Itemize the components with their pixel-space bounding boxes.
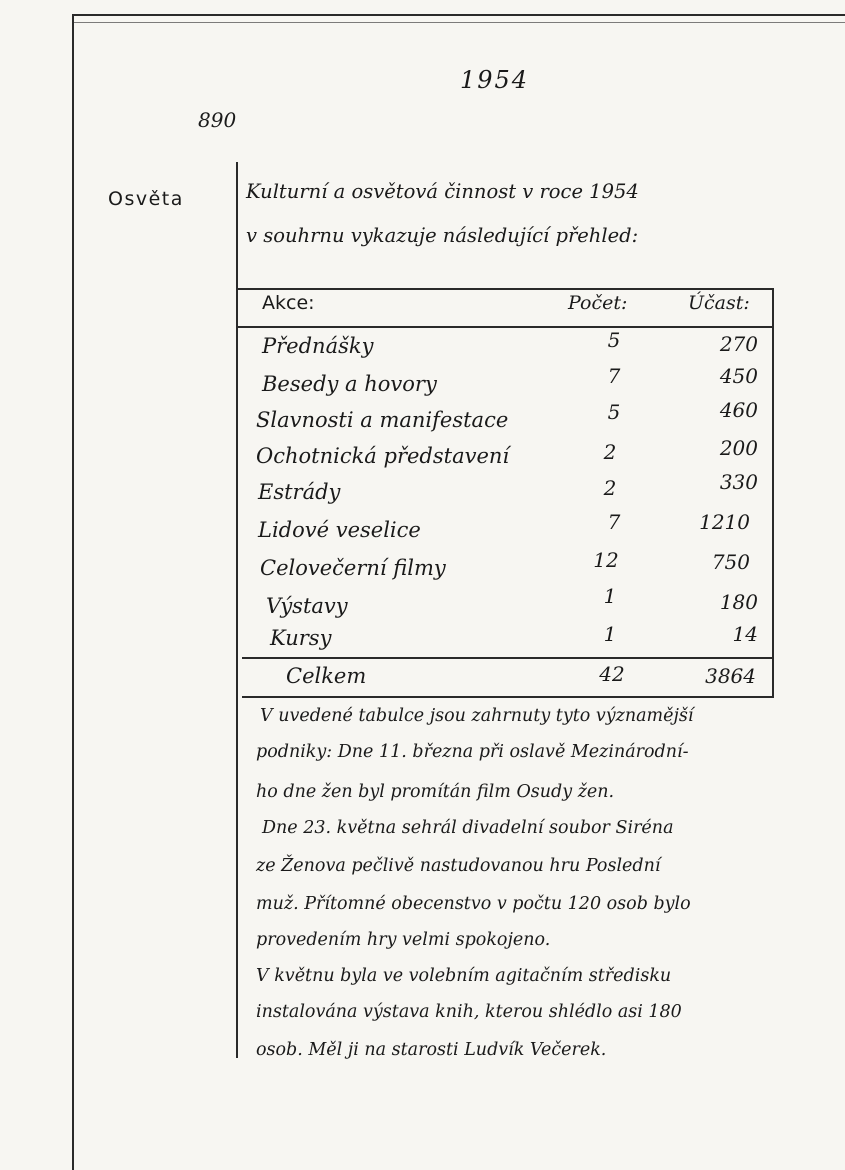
row-pocet: 5 (607, 328, 621, 352)
note-line-10: osob. Měl ji na starosti Ludvík Večerek. (256, 1040, 607, 1060)
note-line-7: provedením hry velmi spokojeno. (256, 930, 551, 950)
note-line-8: V květnu byla ve volebním agitačním středisku (256, 966, 672, 986)
table-header-line (238, 326, 774, 328)
row-ucast: 330 (719, 470, 758, 494)
total-ucast: 3864 (705, 664, 756, 688)
margin-divider (236, 162, 238, 1058)
total-pocet: 42 (599, 662, 625, 686)
row-pocet: 5 (607, 400, 621, 424)
note-line-1: V uvedené tabulce jsou zahrnuty tyto významější (260, 706, 694, 726)
row-pocet: 2 (603, 476, 617, 500)
row-pocet: 7 (607, 364, 621, 388)
row-pocet: 12 (593, 548, 619, 572)
margin-label: Osvěta (108, 188, 184, 210)
header-ucast: Účast: (688, 292, 750, 314)
note-line-2: podniky: Dne 11. března při oslavě Mezinárodní- (256, 742, 689, 762)
row-ucast: 1210 (699, 510, 750, 534)
row-akce: Celovečerní filmy (260, 556, 446, 580)
row-akce: Kursy (270, 626, 332, 650)
header-pocet: Počet: (568, 292, 628, 314)
note-line-3: ho dne žen byl promítán film Osudy žen. (256, 782, 615, 802)
left-border-line (72, 14, 74, 1170)
table-right-line (772, 288, 774, 698)
row-akce: Ochotnická představení (256, 444, 510, 468)
intro-line-1: Kulturní a osvětová činnost v roce 1954 (246, 180, 639, 203)
row-ucast: 180 (719, 590, 758, 614)
row-ucast: 200 (719, 436, 758, 460)
row-ucast: 270 (719, 332, 758, 356)
note-line-4: Dne 23. května sehrál divadelní soubor Siréna (262, 818, 674, 838)
row-akce: Estrády (258, 480, 341, 504)
row-pocet: 1 (603, 622, 617, 646)
row-akce: Výstavy (266, 594, 348, 618)
note-line-5: ze Ženova pečlivě nastudovanou hru Poslední (256, 856, 661, 876)
note-line-6: muž. Přítomné obecenstvo v počtu 120 osob bylo (256, 894, 691, 914)
table-top-line (238, 288, 774, 290)
row-ucast: 14 (732, 622, 758, 646)
page-number: 890 (198, 108, 237, 132)
total-label: Celkem (286, 664, 367, 688)
row-ucast: 750 (711, 550, 750, 574)
row-akce: Slavnosti a manifestace (256, 408, 509, 432)
header-akce: Akce: (262, 292, 315, 314)
table-total-line (242, 657, 774, 659)
row-ucast: 460 (719, 398, 758, 422)
top-border-line (72, 14, 845, 16)
row-pocet: 1 (603, 584, 617, 608)
note-line-9: instalována výstava knih, kterou shlédlo asi 180 (256, 1002, 682, 1022)
row-akce: Přednášky (262, 334, 374, 358)
row-pocet: 7 (607, 510, 621, 534)
top-border-line-inner (72, 22, 845, 23)
row-ucast: 450 (719, 364, 758, 388)
table-bottom-line (242, 696, 774, 698)
year-heading: 1954 (460, 66, 530, 94)
intro-line-2: v souhrnu vykazuje následující přehled: (246, 224, 639, 247)
row-akce: Besedy a hovory (262, 372, 437, 396)
row-akce: Lidové veselice (258, 518, 421, 542)
row-pocet: 2 (603, 440, 617, 464)
